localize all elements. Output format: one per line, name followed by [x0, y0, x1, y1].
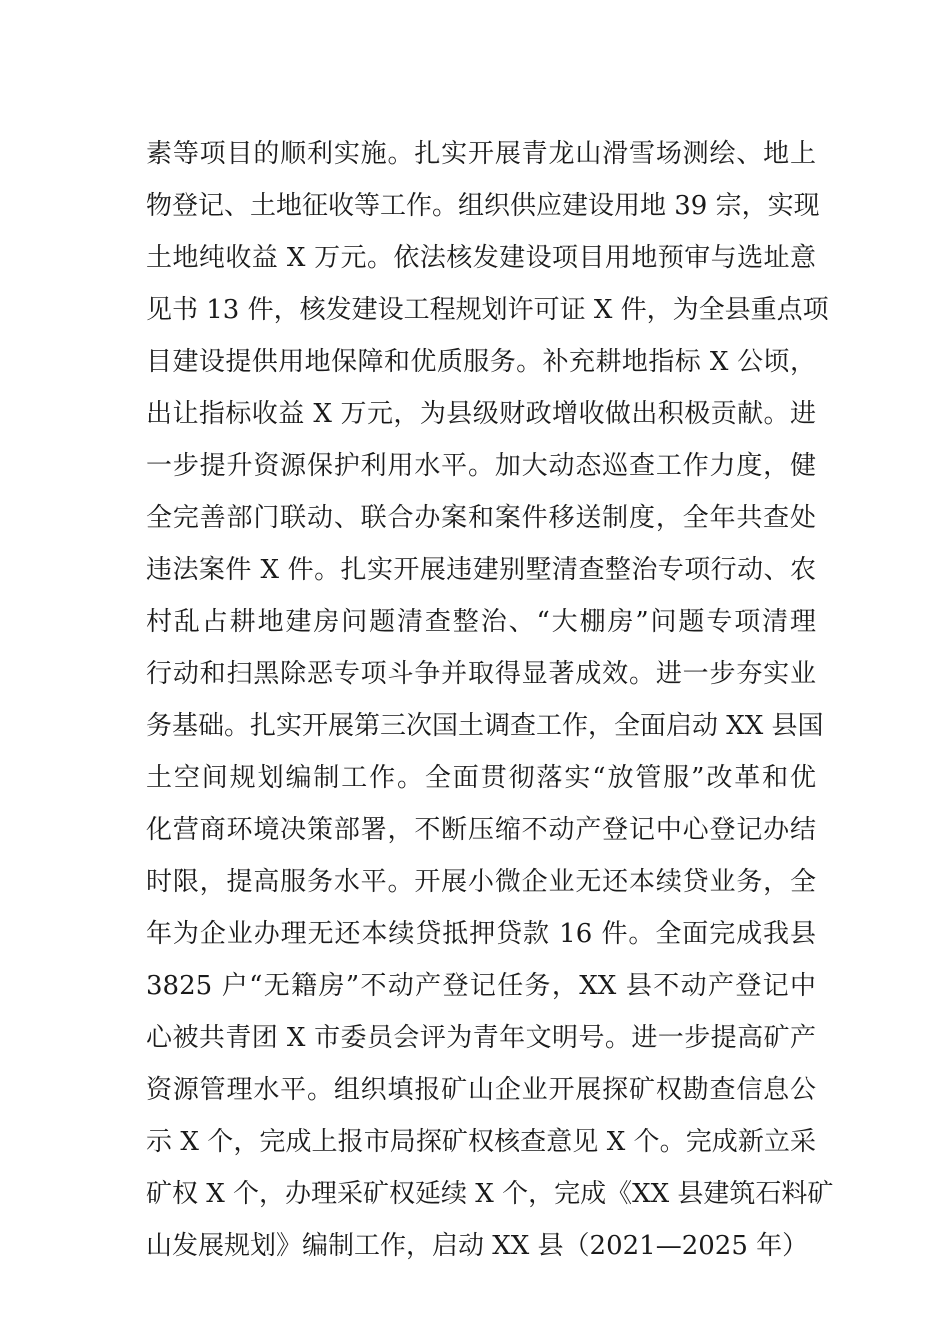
text-line-2: 物登记、土地征收等工作。组织供应建设用地 39 宗，实现	[146, 191, 820, 221]
text-line-4: 见书 13 件，核发建设工程规划许可证 X 件，为全县重点项	[146, 295, 829, 325]
text-line-5: 目建设提供用地保障和优质服务。补充耕地指标 X 公顷，	[146, 347, 816, 377]
text-line-9: 违法案件 X 件。扎实开展违建别墅清查整治专项行动、农	[146, 555, 816, 585]
text-line-8: 全完善部门联动、联合办案和案件移送制度，全年共查处	[146, 503, 816, 533]
text-line-21: 矿权 X 个，办理采矿权延续 X 个，完成《XX 县建筑石料矿	[146, 1179, 834, 1209]
text-line-17: 3825 户“无籍房”不动产登记任务，XX 县不动产登记中	[146, 971, 816, 1001]
text-line-22: 山发展规划》编制工作，启动 XX 县（2021—2025 年）	[146, 1231, 809, 1261]
text-line-19: 资源管理水平。组织填报矿山企业开展探矿权勘查信息公	[146, 1075, 816, 1105]
text-line-18: 心被共青团 X 市委员会评为青年文明号。进一步提高矿产	[146, 1023, 816, 1053]
text-line-13: 土空间规划编制工作。全面贯彻落实“放管服”改革和优	[146, 763, 816, 793]
text-line-3: 土地纯收益 X 万元。依法核发建设项目用地预审与选址意	[146, 243, 816, 273]
text-line-15: 时限，提高服务水平。开展小微企业无还本续贷业务，全	[146, 867, 816, 897]
text-line-7: 一步提升资源保护利用水平。加大动态巡查工作力度，健	[146, 451, 816, 481]
text-line-6: 出让指标收益 X 万元，为县级财政增收做出积极贡献。进	[146, 399, 816, 429]
text-line-16: 年为企业办理无还本续贷抵押贷款 16 件。全面完成我县	[146, 919, 816, 949]
text-line-10: 村乱占耕地建房问题清查整治、“大棚房”问题专项清理	[146, 607, 816, 637]
text-line-14: 化营商环境决策部署，不断压缩不动产登记中心登记办结	[146, 815, 816, 845]
text-line-11: 行动和扫黑除恶专项斗争并取得显著成效。进一步夯实业	[146, 659, 816, 689]
text-line-1: 素等项目的顺利实施。扎实开展青龙山滑雪场测绘、地上	[146, 139, 816, 169]
text-line-12: 务基础。扎实开展第三次国土调查工作，全面启动 XX 县国	[146, 711, 824, 741]
body-paragraph	[146, 128, 834, 1272]
text-line-20: 示 X 个，完成上报市局探矿权核查意见 X 个。完成新立采	[146, 1127, 816, 1157]
